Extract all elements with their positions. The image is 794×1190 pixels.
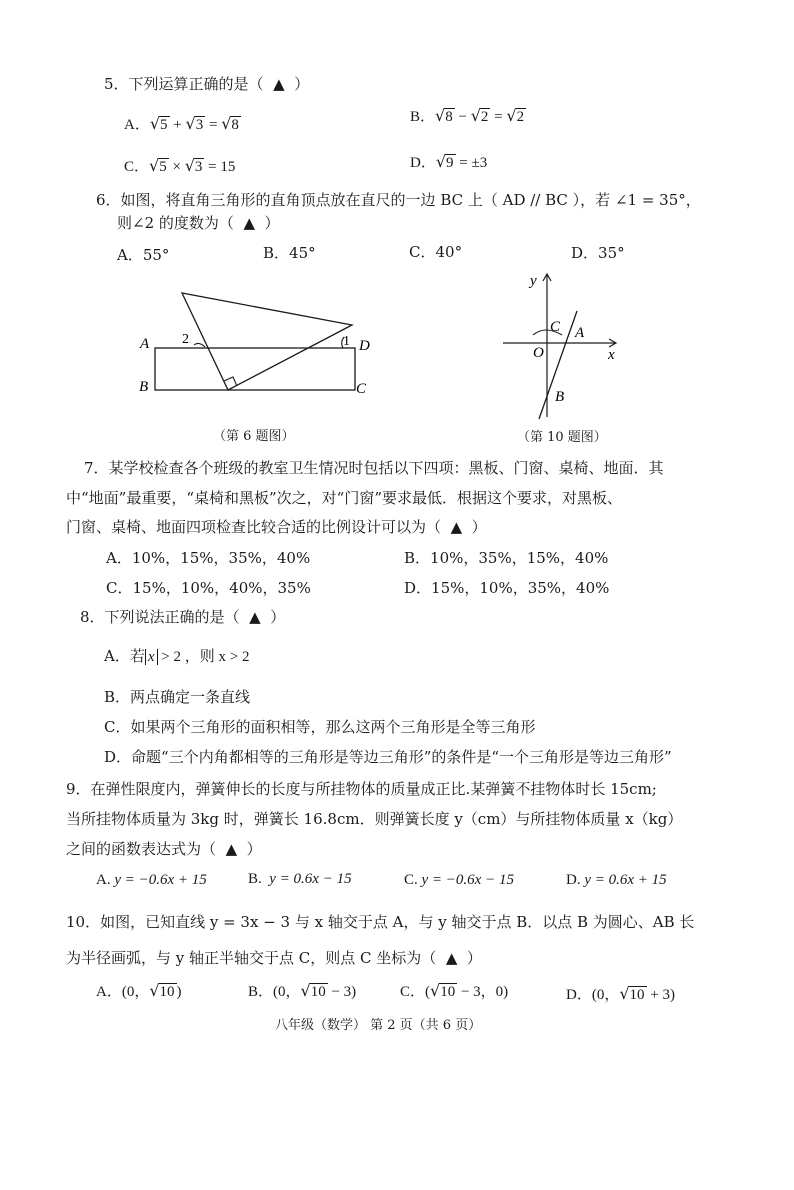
q8-stem: 8．下列说法正确的是（ ▲ ） [80, 608, 286, 626]
q5-option-a: A．√5 + √3 = √8 [124, 114, 239, 133]
q10-option-c: C．(√10 − 3，0) [400, 981, 509, 1000]
q9-line3: 之间的函数表达式为（ ▲ ） [66, 840, 262, 858]
label-d: D [359, 338, 370, 354]
q8-option-d: D．命题“三个内角都相等的三角形是等边三角形”的条件是“一个三角形是等边三角形” [104, 748, 672, 766]
q6-line2: 则∠2 的度数为（ ▲ ） [117, 214, 280, 232]
page-footer: 八年级（数学） 第 2 页（共 6 页） [275, 1018, 482, 1033]
figure-6 [130, 285, 380, 405]
label-c: C [356, 381, 367, 397]
q6-option-a: A．55° [117, 246, 170, 264]
q6-option-c: C．40° [409, 243, 463, 261]
q10-option-d: D．(0，√10 + 3) [566, 984, 676, 1003]
label-c: C [550, 319, 561, 335]
q9-option-d: D. y = 0.6x + 15 [566, 872, 667, 888]
label-x: x [608, 347, 615, 363]
q5-option-b: B．√8 − √2 = √2 [410, 106, 525, 125]
label-y: y [530, 273, 537, 289]
figure-10-caption: （第 10 题图） [517, 430, 607, 445]
label-angle-1: 1 [343, 334, 350, 349]
q6-option-d: D．35° [571, 244, 625, 262]
q10-line1: 10．如图，已知直线 y = 3x − 3 与 x 轴交于点 A，与 y 轴交于点 B．以点 B 为圆心、AB 长 [66, 913, 695, 931]
answer-triangle-icon: ▲ [445, 949, 458, 967]
q8-option-b: B．两点确定一条直线 [104, 688, 251, 706]
angle-2-arc [194, 343, 205, 347]
q9-option-c: C. y = −0.6x − 15 [404, 872, 514, 888]
q5-option-c: C．√5 × √3 = 15 [124, 156, 236, 175]
label-b: B [555, 389, 565, 405]
label-b: B [139, 379, 149, 395]
label-a: A [140, 336, 150, 352]
q9-option-b: B. y = 0.6x − 15 [248, 871, 352, 887]
figure-6-caption: （第 6 题图） [213, 429, 295, 444]
label-angle-2: 2 [182, 332, 189, 347]
q7-option-a: A．10%，15%，35%，40% [106, 549, 311, 567]
q7-option-c: C．15%，10%，40%，35% [106, 579, 311, 597]
q10-option-a: A．(0，√10 ) [96, 981, 182, 1000]
q10-option-b: B．(0，√10 − 3) [248, 981, 357, 1000]
q5-option-d: D．√9 = ±3 [410, 152, 488, 171]
q9-line2: 当所挂物体质量为 3kg 时，弹簧长 16.8cm．则弹簧长度 y（cm）与所挂物体质量 x（kg） [66, 810, 683, 828]
q8-option-c: C．如果两个三角形的面积相等，那么这两个三角形是全等三角形 [104, 718, 536, 736]
q5-stem: 5．下列运算正确的是（ ▲ ） [104, 75, 310, 93]
figure-10 [495, 265, 630, 425]
answer-triangle-icon: ▲ [225, 840, 238, 858]
q7-line1: 7．某学校检查各个班级的教室卫生情况时包括以下四项：黑板、门窗、桌椅、地面．其 [84, 459, 664, 477]
q9-option-a: A. y = −0.6x + 15 [96, 872, 207, 888]
q10-line2: 为半径画弧，与 y 轴正半轴交于点 C，则点 C 坐标为（ ▲ ） [66, 949, 482, 967]
answer-triangle-icon: ▲ [273, 75, 285, 93]
answer-triangle-icon: ▲ [243, 214, 255, 232]
label-a: A [575, 325, 585, 341]
q9-line1: 9．在弹性限度内，弹簧伸长的长度与所挂物体的质量成正比.某弹簧不挂物体时长 15cm; [66, 780, 657, 798]
q6-line1: 6．如图，将直角三角形的直角顶点放在直尺的一边 BC 上（ AD // BC ），若 ∠1 = 35°， [96, 191, 701, 209]
label-o: O [533, 345, 544, 361]
answer-triangle-icon: ▲ [450, 518, 463, 536]
q7-option-b: B．10%，35%，15%，40% [404, 549, 609, 567]
ruler [155, 348, 355, 390]
answer-triangle-icon: ▲ [249, 608, 261, 626]
right-triangle [182, 293, 352, 390]
q7-line2: 中“地面”最重要，“桌椅和黑板”次之，对“门窗”要求最低．根据这个要求，对黑板、 [66, 489, 623, 507]
q8-option-a: A．若 x > 2 ，则 x > 2 [104, 647, 250, 665]
q7-option-d: D．15%，10%，35%，40% [404, 579, 610, 597]
q6-option-b: B．45° [263, 244, 316, 262]
q7-line3: 门窗、桌椅、地面四项检查比较合适的比例设计可以为（ ▲ ） [66, 518, 487, 536]
